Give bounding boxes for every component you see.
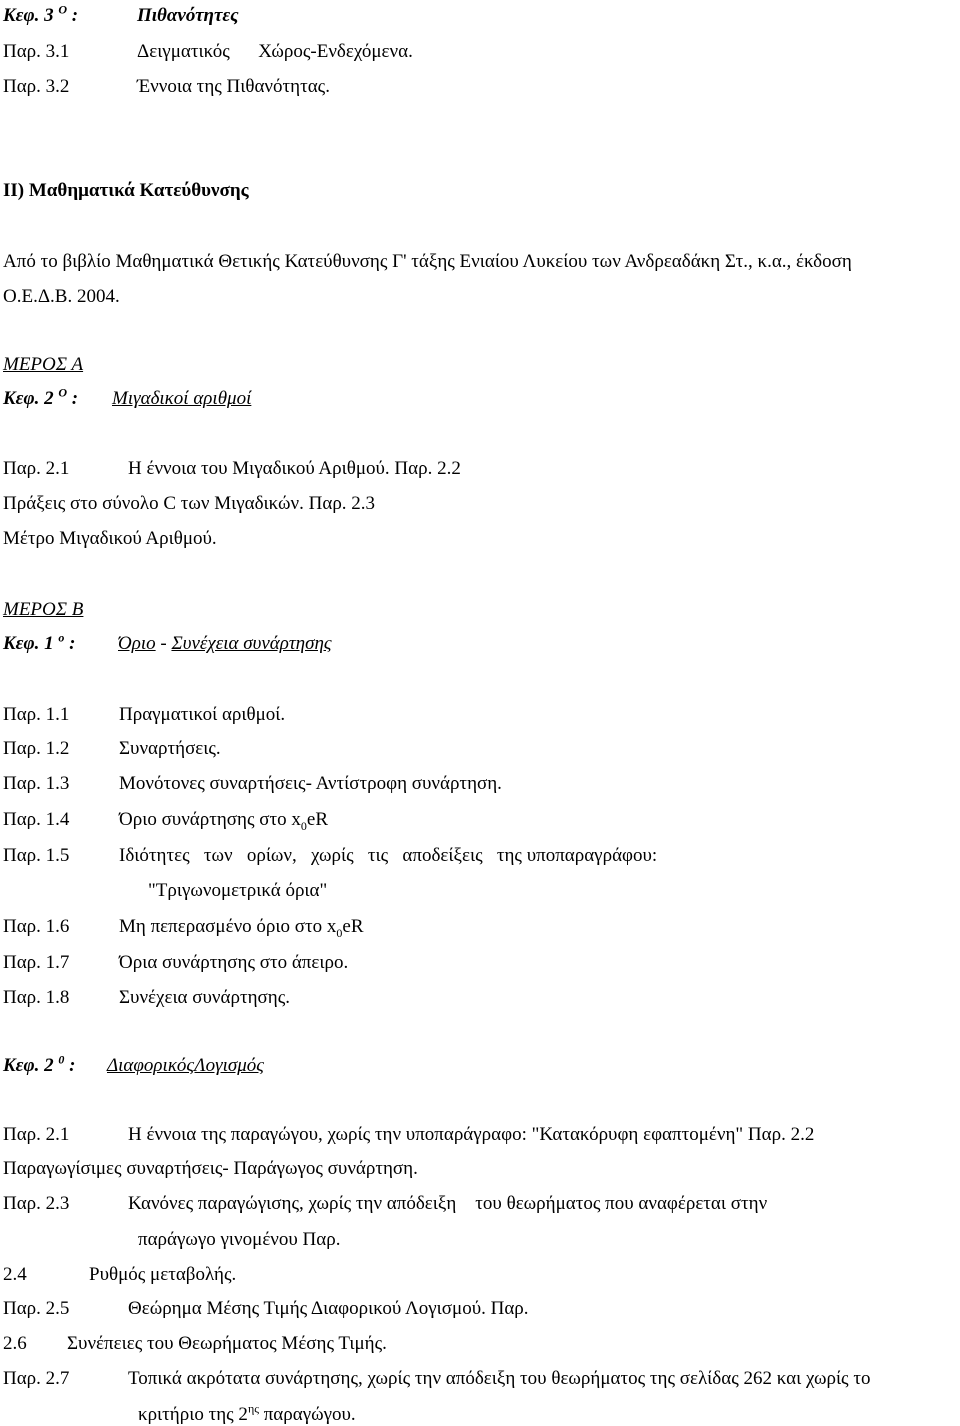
par-2-1-text: Η έννοια της παραγώγου, χωρίς την υποπαράγραφο: "Κατακόρυφη εφαπτομένη" Παρ. 2.2 (128, 1124, 815, 1145)
par-2-6-num: 2.6 (3, 1333, 27, 1354)
par-1-5-num: Παρ. 1.5 (3, 845, 70, 866)
par-2-1-num: Παρ. 2.1 (3, 1124, 70, 1145)
par-1-5-text: Ιδιότητες των ορίων, χωρίς τις αποδείξεις της υποπαραγράφου: (119, 845, 658, 866)
par-3-2-text: Έννοια της Πιθανότητας. (137, 76, 330, 97)
chapter-title-sep: - (155, 633, 172, 654)
part-b-heading: ΜΕΡΟΣ Β (3, 599, 84, 620)
chapter-label-text: Κεφ. 2 (3, 1055, 54, 1076)
par-1-3-num: Παρ. 1.3 (3, 773, 70, 794)
par-2-6-text: Συνέπειες του Θεωρήματος Μέσης Τιμής. (67, 1333, 387, 1354)
par-1-3-text: Μονότονες συναρτήσεις- Αντίστροφη συνάρτηση. (119, 773, 502, 794)
par-1-8-num: Παρ. 1.8 (3, 987, 70, 1008)
par-1-7-text: Όρια συνάρτησης στο άπειρο. (119, 952, 349, 973)
par-2-3-num: Παρ. 2.3 (3, 1193, 70, 1214)
par-1-1-num: Παρ. 1.1 (3, 704, 70, 725)
chapter-sup: ο (58, 630, 65, 645)
part-a-chapter-title: Μιγαδικοί αριθμοί (112, 388, 252, 409)
subscript: 0 (336, 925, 343, 940)
part-a-chapter-label (3, 385, 79, 410)
chapter-colon: : (69, 633, 76, 654)
chapter-colon: : (71, 5, 79, 26)
par-2-3-line: Μέτρο Μιγαδικού Αριθμού. (3, 528, 217, 549)
text-pre: Μη πεπερασμένο όριο στο x (119, 916, 337, 937)
chapter-title-b: Συνέχεια συνάρτησης (171, 633, 332, 654)
par-3-1-text: Δειγματικός Χώρος-Ενδεχόμενα. (137, 41, 413, 62)
intro-line-2: Ο.Ε.Δ.Β. 2004. (3, 286, 120, 307)
text-pre: κριτήριο της 2 (138, 1404, 248, 1425)
text-pre: Όριο συνάρτησης στο x (119, 809, 301, 830)
par-3-2-num: Παρ. 3.2 (3, 76, 70, 97)
chapter-label-text: Κεφ. 2 (3, 388, 54, 409)
par-1-6-text (119, 916, 364, 938)
intro-line-1: Από το βιβλίο Μαθηματικά Θετικής Κατεύθυνσης Γ' τάξης Ενιαίου Λυκείου των Ανδρεαδάκη Στ., κ.α., έκδοση (3, 251, 852, 272)
chapter-label-text: Κεφ. 3 (3, 5, 54, 26)
text-post: παραγώγου. (258, 1404, 356, 1425)
par-2-1-text: Η έννοια του Μιγαδικού Αριθμού. Παρ. 2.2 (128, 458, 461, 479)
par-2-7-text: Τοπικά ακρότατα συνάρτησης, χωρίς την απόδειξη του θεωρήματος της σελίδας 262 και χωρίς το (128, 1368, 871, 1389)
par-1-4-text (119, 809, 328, 831)
chapter-3-title: Πιθανότητες (137, 5, 239, 26)
part-a-heading: ΜΕΡΟΣ Α (3, 354, 84, 375)
par-1-5-cont: "Τριγωνομετρικά όρια" (148, 880, 328, 901)
text-post: eR (306, 809, 329, 830)
par-1-6-num: Παρ. 1.6 (3, 916, 70, 937)
par-3-1-num: Παρ. 3.1 (3, 41, 70, 62)
subscript: 0 (300, 818, 307, 833)
par-2-5-num: Παρ. 2.5 (3, 1298, 70, 1319)
par-2-7-cont (138, 1401, 356, 1426)
chapter-colon: : (71, 388, 79, 409)
par-2-3-cont: παράγωγο γινομένου Παρ. (138, 1229, 341, 1250)
par-2-7-num: Παρ. 2.7 (3, 1368, 70, 1389)
par-2-5-text: Θεώρημα Μέσης Τιμής Διαφορικού Λογισμού. Παρ. (128, 1298, 529, 1319)
par-2-4-num: 2.4 (3, 1264, 27, 1285)
chapter-3-label (3, 2, 79, 27)
par-2-2-line: Πράξεις στο σύνολο C των Μιγαδικών. Παρ. 2.3 (3, 493, 376, 514)
superscript: ης (247, 1401, 259, 1416)
par-1-2-text: Συναρτήσεις. (119, 738, 221, 759)
par-1-4-num: Παρ. 1.4 (3, 809, 70, 830)
chapter-title-a: Όριο (118, 633, 156, 654)
part-b-chapter-title (118, 633, 332, 655)
par-2-1-num: Παρ. 2.1 (3, 458, 70, 479)
chapter-sup: 0 (58, 1052, 65, 1067)
text-post: eR (342, 916, 364, 937)
chapter-sup: Ο (58, 385, 68, 400)
par-1-2-num: Παρ. 1.2 (3, 738, 70, 759)
section-2-heading: ΙΙ) Μαθηματικά Κατεύθυνσης (3, 180, 249, 201)
par-1-1-text: Πραγματικοί αριθμοί. (119, 704, 286, 725)
chapter-2-title: ΔιαφορικόςΛογισμός (107, 1055, 265, 1076)
chapter-label-text: Κεφ. 1 (3, 633, 54, 654)
chapter-2-label (3, 1052, 76, 1077)
par-2-3-text: Κανόνες παραγώγισης, χωρίς την απόδειξη του θεωρήματος που αναφέρεται στην (128, 1193, 768, 1214)
par-1-8-text: Συνέχεια συνάρτησης. (119, 987, 290, 1008)
par-2-4-text: Ρυθμός μεταβολής. (89, 1264, 237, 1285)
chapter-colon: : (69, 1055, 76, 1076)
par-2-2-line: Παραγωγίσιμες συναρτήσεις- Παράγωγος συνάρτηση. (3, 1158, 418, 1179)
par-1-7-num: Παρ. 1.7 (3, 952, 70, 973)
part-b-chapter-label (3, 630, 76, 655)
chapter-sup: Ο (58, 2, 68, 17)
